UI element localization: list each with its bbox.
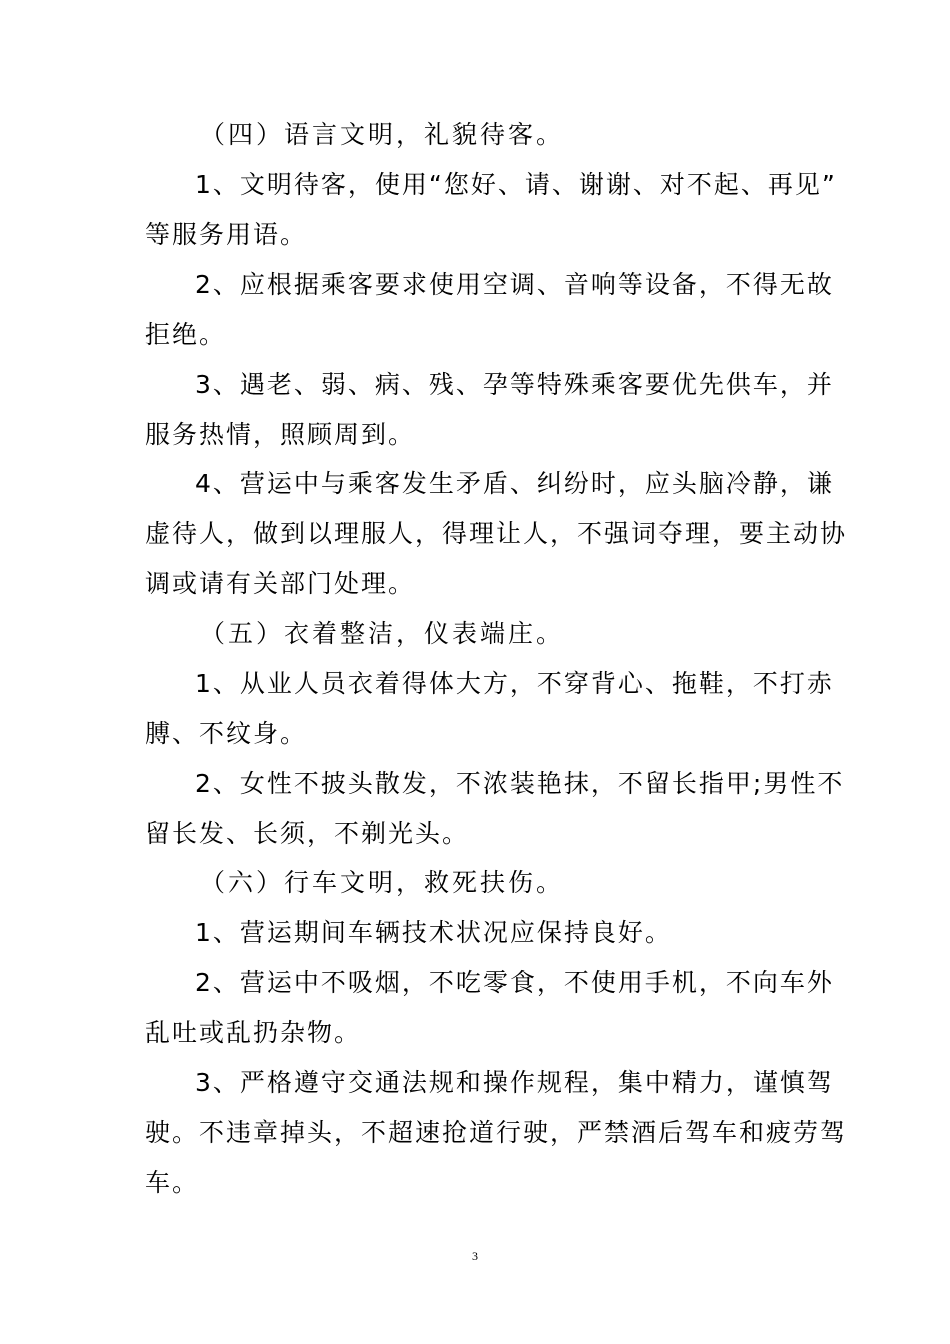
section-heading-6: （六）行车文明，救死扶伤。 (200, 868, 565, 897)
paragraph-line: 虚待人，做到以理服人，得理让人，不强词夺理，要主动协 (145, 519, 848, 548)
paragraph-line: 车。 (145, 1168, 200, 1197)
paragraph-line: 3、严格遵守交通法规和操作规程，集中精力，谨慎驾 (195, 1068, 834, 1097)
paragraph-line: 调或请有关部门处理。 (145, 569, 416, 598)
paragraph-line: 3、遇老、弱、病、残、孕等特殊乘客要优先供车，并 (195, 370, 834, 399)
paragraph-line: 1、从业人员衣着得体大方，不穿背心、拖鞋，不打赤 (195, 669, 834, 698)
paragraph-line: 膊、不纹身。 (145, 719, 308, 748)
paragraph-line: 驶。不违章掉头，不超速抢道行驶，严禁酒后驾车和疲劳驾 (145, 1118, 848, 1147)
paragraph-line: 拒绝。 (145, 320, 227, 349)
paragraph-line: 服务热情，照顾周到。 (145, 420, 416, 449)
section-heading-5: （五）衣着整洁，仪表端庄。 (200, 619, 565, 648)
paragraph-line: 1、营运期间车辆技术状况应保持良好。 (195, 918, 672, 947)
paragraph-line: 2、应根据乘客要求使用空调、音响等设备，不得无故 (195, 270, 834, 299)
page-number: 3 (472, 1249, 478, 1263)
paragraph-line: 4、营运中与乘客发生矛盾、纠纷时，应头脑冷静，谦 (195, 469, 834, 498)
paragraph-line: 乱吐或乱扔杂物。 (145, 1018, 362, 1047)
section-heading-4: （四）语言文明，礼貌待客。 (200, 120, 565, 149)
paragraph-line: 2、营运中不吸烟，不吃零食，不使用手机，不向车外 (195, 968, 834, 997)
paragraph-line: 留长发、长须，不剃光头。 (145, 819, 470, 848)
paragraph-line: 1、文明待客，使用“您好、请、谢谢、对不起、再见” (195, 170, 837, 199)
paragraph-line: 等服务用语。 (145, 220, 308, 249)
paragraph-line: 2、女性不披头散发，不浓装艳抹，不留长指甲;男性不 (195, 769, 845, 798)
